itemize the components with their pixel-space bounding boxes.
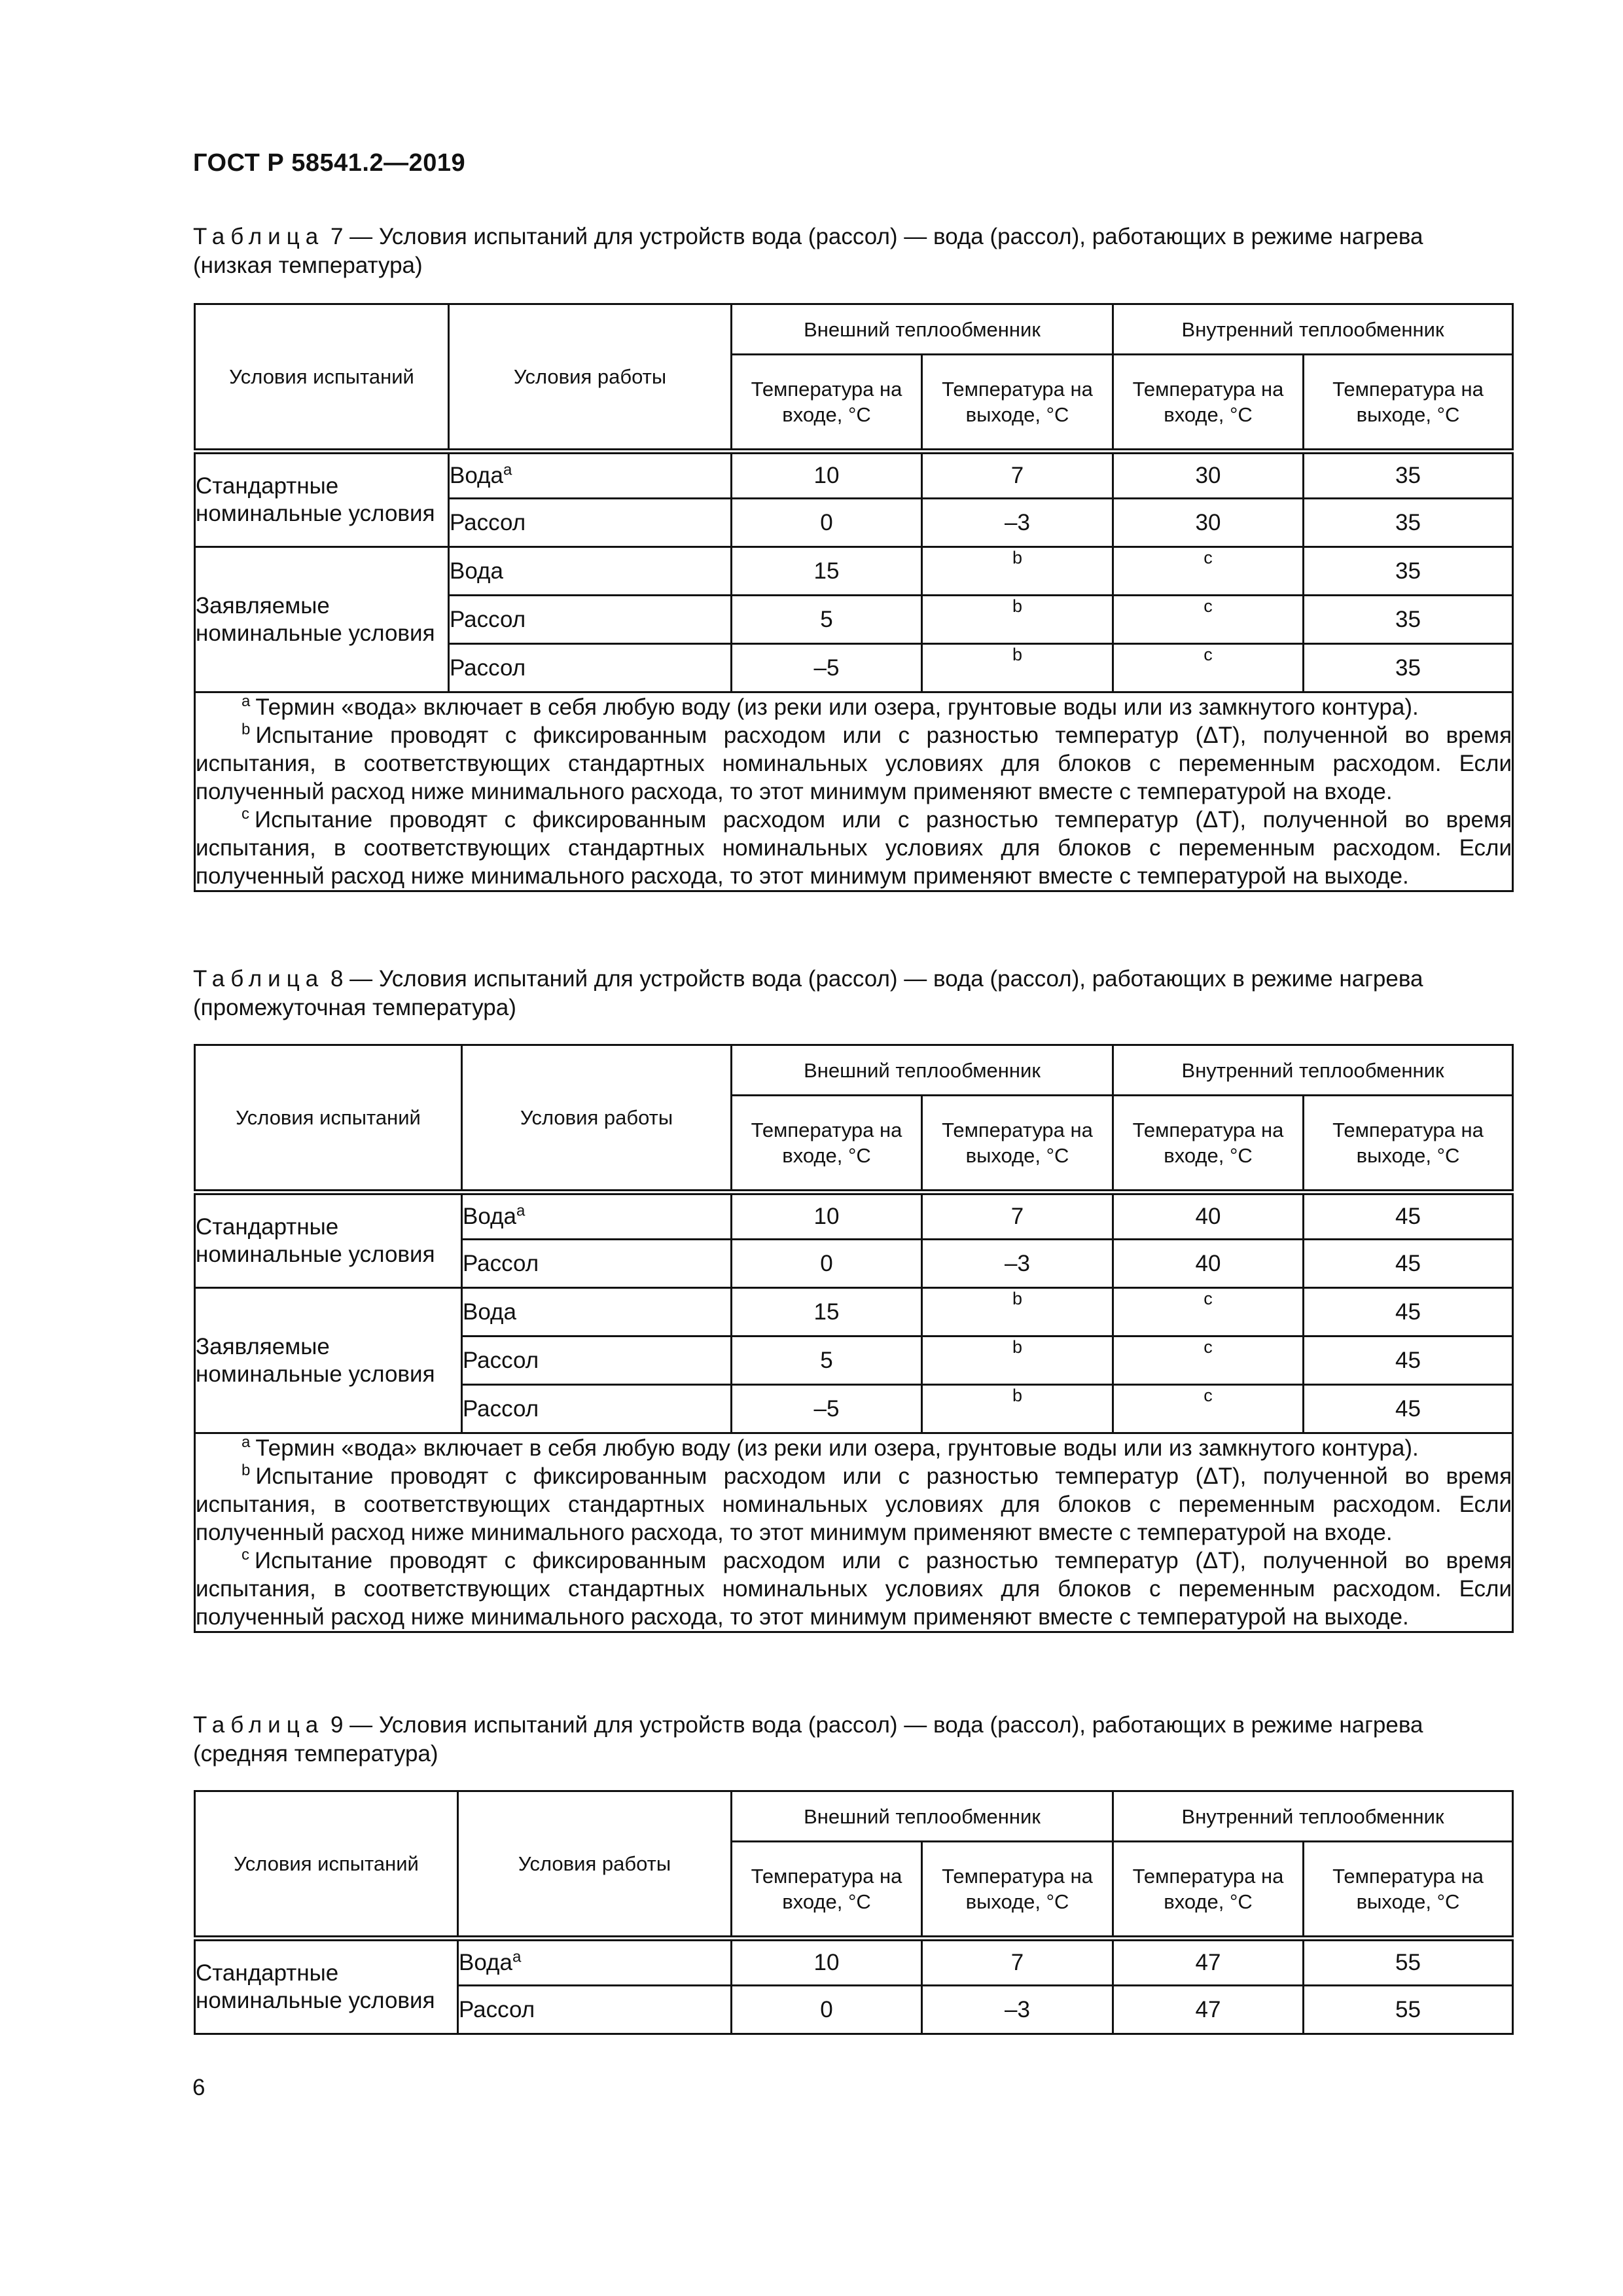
table-7-caption xyxy=(193,223,1508,280)
medium-cell: Рассол xyxy=(462,1240,732,1288)
footnote: $^b$ Испытание проводят с фиксированным расходом или с разностью температур (ΔT), полученной во время испытания, в соответствующих стандартных номинальных условиях для блоков с переменным расходом. Если полученный расход ниже минимального расхода, то этот минимум применяют вместе с температурой на входе. xyxy=(196,721,1512,804)
header-inner-exchanger: Внутренний теплообменник xyxy=(1113,304,1513,355)
header-outer-exchanger: Внешний теплообменник xyxy=(732,1791,1113,1842)
group-label: Заявляемые номинальные условия xyxy=(195,1288,462,1433)
inner-in-cell: 30 xyxy=(1113,499,1304,547)
outer-in-cell: 10 xyxy=(732,452,922,499)
header-inner-exchanger: Внутренний теплообменник xyxy=(1113,1045,1513,1096)
medium-cell: Вода xyxy=(462,1288,732,1336)
header-work-conditions: Условия работы xyxy=(458,1791,732,1939)
inner-in-note-ref: c xyxy=(1113,596,1304,644)
outer-out-note-ref: b xyxy=(922,1336,1113,1385)
table-8 xyxy=(194,1044,1514,1633)
outer-in-cell: 0 xyxy=(732,1240,922,1288)
outer-in-cell: 5 xyxy=(732,596,922,644)
outer-out-note-ref: b xyxy=(922,1385,1113,1433)
inner-in-note-ref: c xyxy=(1113,547,1304,596)
footnote: $^а$ Термин «вода» включает в себя любую воду (из реки или озера, грунтовые воды или из замкнутого контура). xyxy=(241,692,1419,720)
header-temp-in: Температура на входе, °С xyxy=(1113,355,1304,452)
outer-in-cell: –5 xyxy=(732,1385,922,1433)
header-work-conditions: Условия работы xyxy=(449,304,732,452)
inner-out-cell: 45 xyxy=(1304,1240,1513,1288)
inner-in-note-ref: c xyxy=(1113,1385,1304,1433)
outer-out-note-ref: b xyxy=(922,596,1113,644)
outer-out-note-ref: b xyxy=(922,547,1113,596)
header-test-conditions: Условия испытаний xyxy=(195,1791,458,1939)
outer-in-cell: 0 xyxy=(732,499,922,547)
outer-out-cell: –3 xyxy=(922,1986,1113,2034)
notes-row xyxy=(195,1433,1513,1632)
inner-in-note-ref: c xyxy=(1113,1336,1304,1385)
table-row xyxy=(195,1193,1513,1240)
inner-out-cell: 35 xyxy=(1304,644,1513,692)
footnote: $^b$ Испытание проводят с фиксированным расходом или с разностью температур (ΔT), полученной во время испытания, в соответствующих стандартных номинальных условиях для блоков с переменным расходом. Если полученный расход ниже минимального расхода, то этот минимум применяют вместе с температурой на входе. xyxy=(196,1462,1512,1545)
table-notes xyxy=(195,1433,1513,1632)
inner-in-note-ref: c xyxy=(1113,644,1304,692)
inner-in-cell: 47 xyxy=(1113,1986,1304,2034)
medium-cell: Вода$^а$ xyxy=(458,1939,732,1986)
group-label: Стандартные номинальные условия xyxy=(195,452,449,547)
table-row xyxy=(195,547,1513,596)
header-temp-in: Температура на входе, °С xyxy=(732,1842,922,1939)
inner-out-cell: 35 xyxy=(1304,547,1513,596)
header-temp-out: Температура на выходе, °С xyxy=(1304,1842,1513,1939)
footnote: $^а$ Термин «вода» включает в себя любую воду (из реки или озера, грунтовые воды или из замкнутого контура). xyxy=(241,1433,1419,1461)
medium-cell: Рассол xyxy=(462,1385,732,1433)
medium-cell: Рассол xyxy=(458,1986,732,2034)
inner-in-cell: 30 xyxy=(1113,452,1304,499)
table-9 xyxy=(194,1790,1514,2035)
header-temp-in: Температура на входе, °С xyxy=(732,1096,922,1193)
outer-in-cell: 15 xyxy=(732,547,922,596)
inner-in-cell: 40 xyxy=(1113,1193,1304,1240)
header-work-conditions: Условия работы xyxy=(462,1045,732,1193)
header-test-conditions: Условия испытаний xyxy=(195,1045,462,1193)
table-word: Таблица xyxy=(193,224,325,249)
header-temp-out: Температура на выходе, °С xyxy=(922,355,1113,452)
document-header: ГОСТ Р 58541.2—2019 xyxy=(193,149,466,177)
table-notes xyxy=(195,692,1513,891)
medium-cell: Рассол xyxy=(449,499,732,547)
medium-cell: Рассол xyxy=(449,596,732,644)
outer-out-cell: 7 xyxy=(922,1939,1113,1986)
group-label: Заявляемые номинальные условия xyxy=(195,547,449,692)
inner-out-cell: 35 xyxy=(1304,452,1513,499)
outer-out-cell: 7 xyxy=(922,1193,1113,1240)
inner-in-note-ref: c xyxy=(1113,1288,1304,1336)
inner-out-cell: 45 xyxy=(1304,1336,1513,1385)
header-temp-out: Температура на выходе, °С xyxy=(1304,355,1513,452)
inner-out-cell: 45 xyxy=(1304,1288,1513,1336)
medium-cell: Вода$^а$ xyxy=(462,1193,732,1240)
group-label: Стандартные номинальные условия xyxy=(195,1939,458,2034)
inner-out-cell: 35 xyxy=(1304,596,1513,644)
table-7 xyxy=(194,303,1514,892)
outer-out-cell: 7 xyxy=(922,452,1113,499)
outer-out-cell: –3 xyxy=(922,1240,1113,1288)
table-row xyxy=(195,1288,1513,1336)
inner-in-cell: 47 xyxy=(1113,1939,1304,1986)
medium-cell: Вода xyxy=(449,547,732,596)
table-title: 7 — Условия испытаний для устройств вода (рассол) — вода (рассол), работающих в режиме нагрева (низкая температура) xyxy=(193,224,1423,278)
header-temp-out: Температура на выходе, °С xyxy=(922,1096,1113,1193)
header-outer-exchanger: Внешний теплообменник xyxy=(732,304,1113,355)
notes-row xyxy=(195,692,1513,891)
page-number: 6 xyxy=(192,2075,205,2100)
outer-in-cell: 0 xyxy=(732,1986,922,2034)
medium-cell: Рассол xyxy=(462,1336,732,1385)
outer-in-cell: 5 xyxy=(732,1336,922,1385)
table-8-caption xyxy=(193,965,1508,1022)
outer-in-cell: –5 xyxy=(732,644,922,692)
table-word: Таблица xyxy=(193,966,325,992)
footnote: $^с$ Испытание проводят с фиксированным расходом или с разностью температур (ΔT), полученной во время испытания, в соответствующих стандартных номинальных условиях для блоков с переменным расходом. Если полученный расход ниже минимального расхода, то этот минимум применяют вместе с температурой на выходе. xyxy=(196,1546,1512,1630)
outer-out-note-ref: b xyxy=(922,644,1113,692)
header-outer-exchanger: Внешний теплообменник xyxy=(732,1045,1113,1096)
header-temp-out: Температура на выходе, °С xyxy=(922,1842,1113,1939)
table-title: 8 — Условия испытаний для устройств вода (рассол) — вода (рассол), работающих в режиме нагрева (промежуточная температура) xyxy=(193,966,1423,1020)
group-label: Стандартные номинальные условия xyxy=(195,1193,462,1288)
table-9-caption xyxy=(193,1711,1508,1768)
outer-in-cell: 10 xyxy=(732,1939,922,1986)
outer-in-cell: 10 xyxy=(732,1193,922,1240)
inner-out-cell: 45 xyxy=(1304,1193,1513,1240)
inner-in-cell: 40 xyxy=(1113,1240,1304,1288)
inner-out-cell: 35 xyxy=(1304,499,1513,547)
header-test-conditions: Условия испытаний xyxy=(195,304,449,452)
inner-out-cell: 55 xyxy=(1304,1939,1513,1986)
header-temp-out: Температура на выходе, °С xyxy=(1304,1096,1513,1193)
header-temp-in: Температура на входе, °С xyxy=(1113,1096,1304,1193)
table-row xyxy=(195,452,1513,499)
outer-out-cell: –3 xyxy=(922,499,1113,547)
outer-in-cell: 15 xyxy=(732,1288,922,1336)
inner-out-cell: 45 xyxy=(1304,1385,1513,1433)
header-temp-in: Температура на входе, °С xyxy=(1113,1842,1304,1939)
table-row xyxy=(195,1939,1513,1986)
outer-out-note-ref: b xyxy=(922,1288,1113,1336)
medium-cell: Вода$^а$ xyxy=(449,452,732,499)
footnote: $^с$ Испытание проводят с фиксированным расходом или с разностью температур (ΔT), полученной во время испытания, в соответствующих стандартных номинальных условиях для блоков с переменным расходом. Если полученный расход ниже минимального расхода, то этот минимум применяют вместе с температурой на выходе. xyxy=(196,805,1512,889)
header-inner-exchanger: Внутренний теплообменник xyxy=(1113,1791,1513,1842)
header-temp-in: Температура на входе, °С xyxy=(732,355,922,452)
inner-out-cell: 55 xyxy=(1304,1986,1513,2034)
table-title: 9 — Условия испытаний для устройств вода (рассол) — вода (рассол), работающих в режиме нагрева (средняя температура) xyxy=(193,1712,1423,1767)
medium-cell: Рассол xyxy=(449,644,732,692)
table-word: Таблица xyxy=(193,1712,325,1738)
